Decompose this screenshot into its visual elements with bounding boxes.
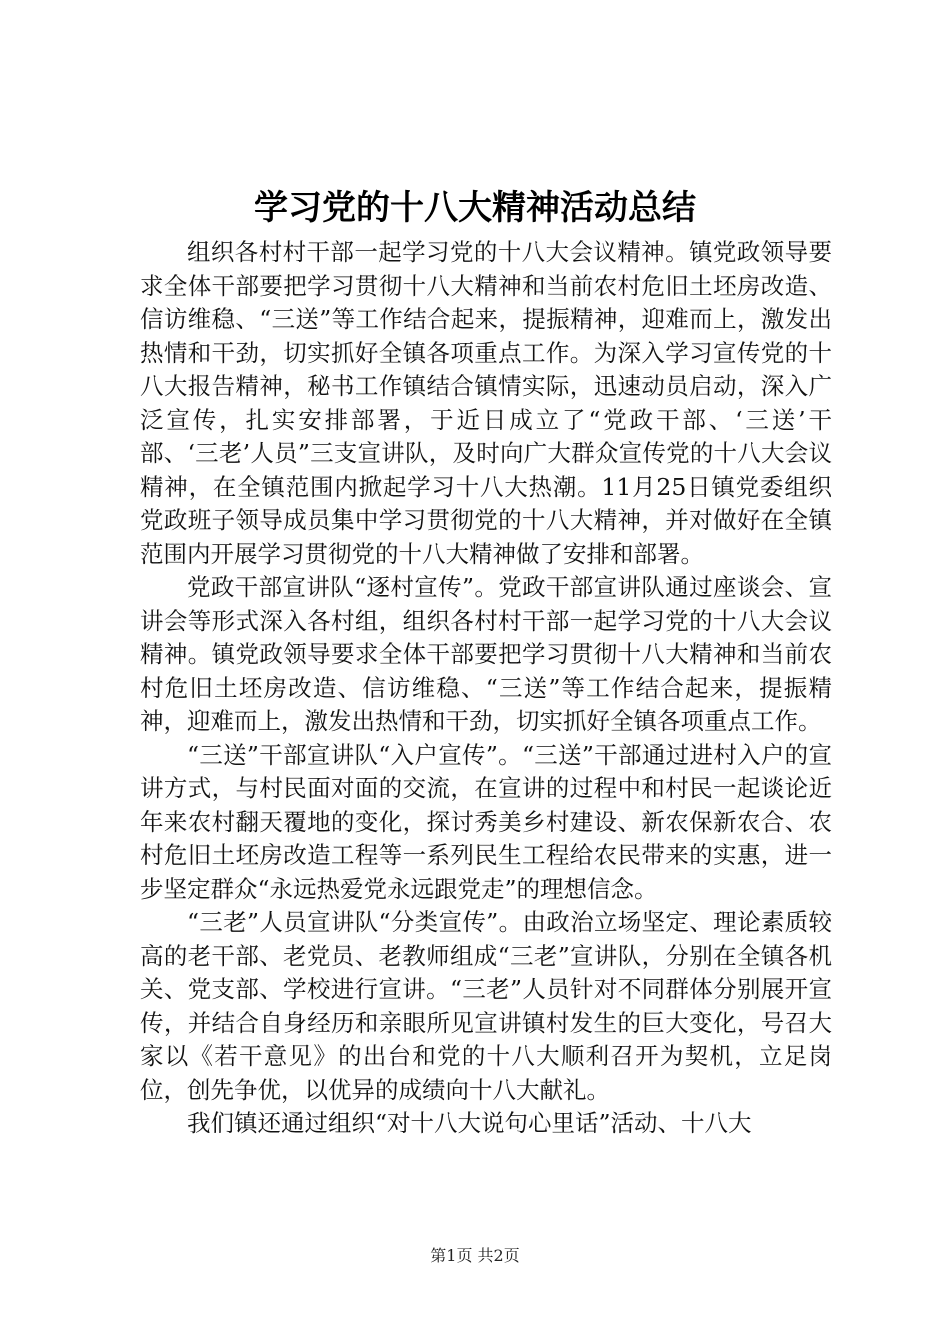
document-body — [140, 236, 832, 1141]
paragraph-3: “三送”干部宣讲队“入户宣传”。“三送”干部通过进村入户的宣讲方式，与村民面对面的交流，在宣讲的过程中和村民一起谈论近年来农村翻天覆地的变化，探讨秀美乡村建设、新农保新农合、农村危旧土坯房改造工程等一系列民生工程给农民带来的实惠，进一步坚定群众“永远热爱党永远跟党走”的理想信念。 — [140, 740, 832, 903]
paragraph-5: 我们镇还通过组织“对十八大说句心里话”活动、十八大 — [187, 1109, 752, 1137]
document-title: 学习党的十八大精神活动总结 — [254, 188, 696, 228]
paragraph-1: 组织各村村干部一起学习党的十八大会议精神。镇党政领导要求全体干部要把学习贯彻十八大精神和当前农村危旧土坯房改造、信访维稳、“三送”等工作结合起来，提振精神，迎难而上，激发出热情和干劲，切实抓好全镇各项重点工作。为深入学习宣传党的十八大报告精神，秘书工作镇结合镇情实际，迅速动员启动，深入广泛宣传，扎实安排部署，于近日成立了“党政干部、‘三送’干部、‘三老’人员”三支宣讲队，及时向广大群众宣传党的十八大会议精神，在全镇范围内掀起学习十八大热潮。11月25日镇党委组织党政班子领导成员集中学习贯彻党的十八大精神，并对做好在全镇范围内开展学习贯彻党的十八大精神做了安排和部署。 — [140, 238, 832, 568]
paragraph-4: “三老”人员宣讲队“分类宣传”。由政治立场坚定、理论素质较高的老干部、老党员、老教师组成“三老”宣讲队，分别在全镇各机关、党支部、学校进行宣讲。“三老”人员针对不同群体分别展开宣传，并结合自身经历和亲眼所见宣讲镇村发生的巨大变化，号召大家以《若干意见》的出台和党的十八大顺利召开为契机，立足岗位，创先争优，以优异的成绩向十八大献礼。 — [140, 908, 832, 1104]
page-footer: 第1页 共2页 — [430, 1246, 520, 1265]
paragraph-2: 党政干部宣讲队“逐村宣传”。党政干部宣讲队通过座谈会、宣讲会等形式深入各村组，组织各村村干部一起学习党的十八大会议精神。镇党政领导要求全体干部要把学习贯彻十八大精神和当前农村危旧土坯房改造、信访维稳、“三送”等工作结合起来，提振精神，迎难而上，激发出热情和干劲，切实抓好全镇各项重点工作。 — [140, 573, 832, 735]
